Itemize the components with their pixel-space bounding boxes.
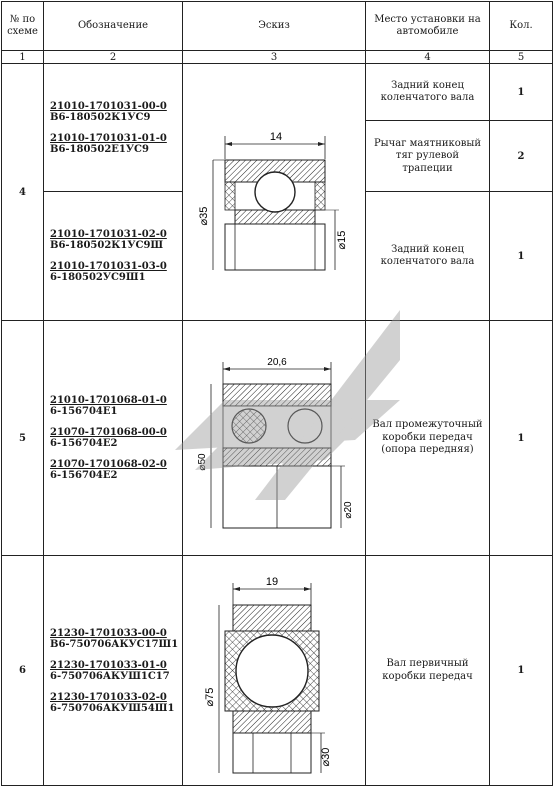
designation-cell	[44, 321, 183, 556]
bearing-code: 6-750706АКУШ54Ш1	[50, 702, 175, 714]
header-designation: Обозначение	[44, 2, 183, 51]
header-row	[2, 2, 553, 51]
bearing-code: В6-180502Е1УС9	[50, 143, 149, 155]
bearing-code: В6-180502К1УС9Ш	[50, 240, 164, 252]
bearing-code: В6-180502К1УС9	[50, 111, 151, 123]
column-number: 2	[44, 51, 183, 64]
schema-number: 6	[2, 556, 44, 786]
designation-cell	[44, 64, 183, 192]
designation-entry	[50, 261, 182, 283]
designation-entry	[50, 692, 182, 714]
column-number: 4	[366, 51, 490, 64]
qty-cell: 1	[490, 192, 553, 321]
table-row	[2, 321, 553, 556]
designation-entry	[50, 628, 182, 650]
part-number: 21230-1701033-02-0	[50, 691, 167, 703]
designation-entry	[50, 229, 182, 251]
column-number: 5	[490, 51, 553, 64]
part-number: 21010-1701031-02-0	[50, 229, 167, 241]
designation-entry	[50, 133, 182, 155]
designation-entry	[50, 427, 182, 449]
table-row	[2, 64, 553, 121]
qty-cell: 1	[490, 321, 553, 556]
sketch-cell	[183, 556, 366, 786]
qty-cell: 1	[490, 556, 553, 786]
location-cell: Вал промежуточный коробки передач (опора передняя)	[366, 321, 490, 556]
bearing-sketch-4	[183, 64, 366, 320]
bearing-code: В6-750706АКУС17Ш1	[50, 638, 179, 650]
header-sketch: Эскиз	[183, 2, 366, 51]
schema-number: 5	[2, 321, 44, 556]
bearing-code: 6-156704Е2	[50, 470, 118, 481]
bearing-sketch-5	[183, 322, 366, 555]
dim-width-label: 19	[265, 575, 279, 588]
dim-width-label: 20,6	[267, 356, 287, 368]
qty-cell: 1	[490, 64, 553, 121]
designation-entry	[50, 395, 182, 417]
part-number: 21010-1701031-00-0	[50, 100, 167, 112]
location-cell: Вал первичный коробки передач	[366, 556, 490, 786]
column-number: 3	[183, 51, 366, 64]
bearing-code: 6-750706АКУШ1С17	[50, 670, 170, 682]
dim-inner-label: ⌀15	[336, 230, 348, 250]
location-cell: Задний конец коленчатого вала	[366, 64, 490, 121]
location-cell: Рычаг маятниковый тяг рулевой трапеции	[366, 121, 490, 192]
qty-cell: 2	[490, 121, 553, 192]
bearing-code: 6-156704Е2	[50, 438, 118, 449]
bearing-code: 6-180502УС9Ш1	[50, 272, 146, 284]
bearing-spec-table	[1, 1, 553, 786]
bearing-code: 6-156704Е1	[50, 406, 118, 417]
designation-cell	[44, 192, 183, 321]
bearing-sketch-6	[183, 557, 366, 785]
part-number: 21070-1701068-00-0	[50, 427, 167, 438]
dim-inner-label: ⌀30	[320, 747, 332, 766]
designation-entry	[50, 101, 182, 123]
designation-entry	[50, 660, 182, 682]
part-number: 21010-1701031-03-0	[50, 261, 167, 273]
sketch-cell	[183, 321, 366, 556]
header-qty: Кол.	[490, 2, 553, 51]
dim-inner-label: ⌀20	[343, 500, 354, 519]
dim-width-label: 14	[269, 131, 283, 143]
dim-outer-label: ⌀35	[198, 206, 210, 226]
part-number: 21010-1701031-01-0	[50, 132, 167, 144]
schema-number: 4	[2, 64, 44, 321]
location-cell: Задний конец коленчатого вала	[366, 192, 490, 321]
designation-cell	[44, 556, 183, 786]
header-location: Место установки на автомобиле	[366, 2, 490, 51]
column-number-row	[2, 51, 553, 64]
dim-outer-label: ⌀75	[204, 687, 216, 706]
part-number: 21230-1701033-00-0	[50, 627, 167, 639]
header-num: № по схеме	[2, 2, 44, 51]
column-number: 1	[2, 51, 44, 64]
part-number: 21230-1701033-01-0	[50, 659, 167, 671]
dim-outer-label: ⌀50	[197, 452, 208, 471]
sketch-cell	[183, 64, 366, 321]
designation-entry	[50, 459, 182, 481]
part-number: 21010-1701068-01-0	[50, 395, 167, 406]
table-row	[2, 556, 553, 786]
part-number: 21070-1701068-02-0	[50, 459, 167, 470]
